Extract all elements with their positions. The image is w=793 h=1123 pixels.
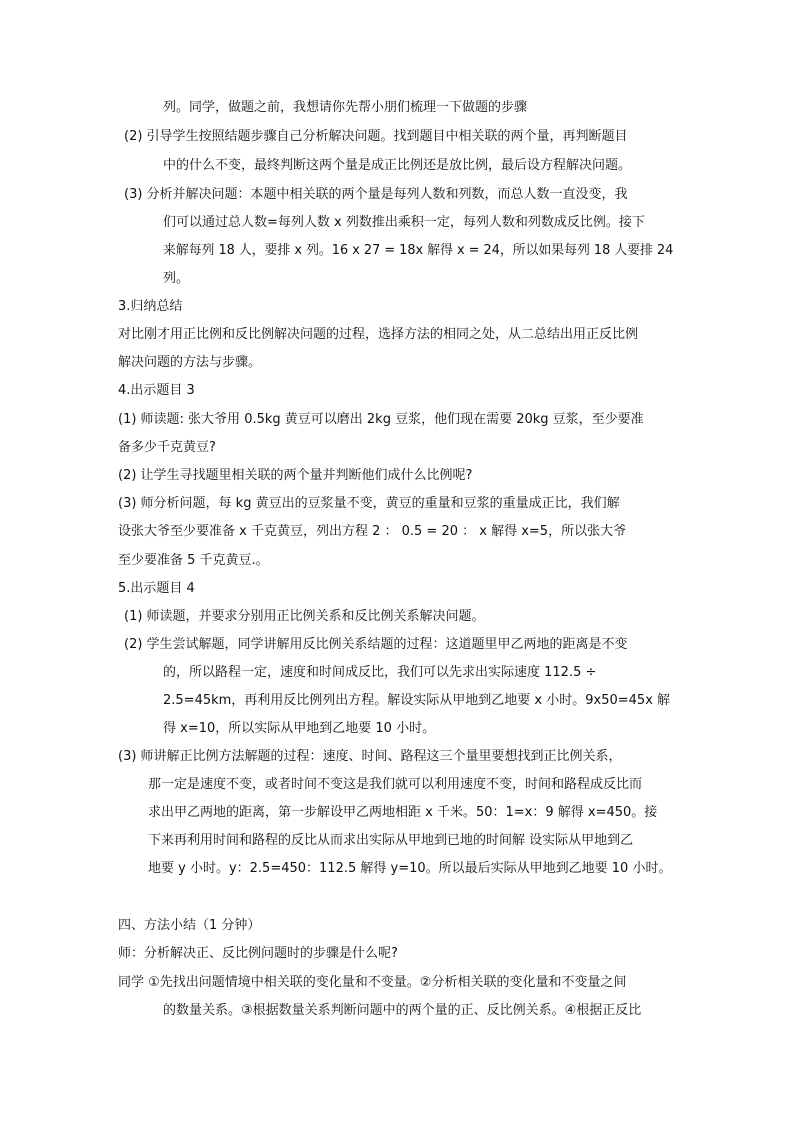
text-line: 来解每列 18 人，要排 x 列。16 x 27 = 18x 解得 x = 24，所以如果每列 18 人要排 24: [163, 243, 674, 258]
text-line: (3) 师分析问题，每 kg 黄豆出的豆浆量不变，黄豆的重量和豆浆的重量成正比，我们解: [118, 496, 620, 511]
text-line: 同学 ①先找出问题情境中相关联的变化量和不变量。②分析相关联的变化量和不变量之间: [118, 975, 627, 990]
text-line: 那一定是速度不变，或者时间不变这是我们就可以利用速度不变，时间和路程成反比而: [148, 777, 643, 792]
text-line: 2.5=45km，再利用反比例列出方程。解设实际从甲地到乙地要 x 小时。9x50=45x 解: [163, 693, 671, 708]
text-line: 求出甲乙两地的距离，第一步解设甲乙两地相距 x 千米。50：1=x：9 解得 x=450。接: [148, 805, 658, 820]
text-line: 得 x=10，所以实际从甲地到乙地要 10 小时。: [163, 721, 436, 736]
section-heading: 4.出示题目 3: [118, 383, 195, 398]
text-line: 们可以通过总人数=每列人数 x 列数推出乘积一定，每列人数和列数成反比例。接下: [163, 215, 645, 230]
text-line: 师：分析解决正、反比例问题时的步骤是什么呢?: [118, 946, 398, 961]
text-line: 对比刚才用正比例和反比例解决问题的过程，选择方法的相同之处，从二总结出用正反比例: [118, 327, 639, 342]
text-line: (1) 师读题: 张大爷用 0.5kg 黄豆可以磨出 2kg 豆浆，他们现在需要 20kg 豆浆，至少要准: [118, 412, 644, 427]
text-line: (1) 师读题，并要求分别用正比例关系和反比例关系解决问题。: [124, 609, 485, 624]
section-heading: 四、方法小结（1 分钟）: [118, 918, 261, 933]
text-line: (3) 师讲解正比例方法解题的过程：速度、时间、路程这三个量里要想找到正比例关系，: [118, 749, 622, 764]
text-line: 中的什么不变，最终判断这两个量是成正比例还是放比例，最后设方程解决问题。: [163, 158, 632, 173]
section-heading: 3.归纳总结: [118, 299, 183, 314]
text-line: 列。: [163, 271, 190, 286]
text-line: 设张大爷至少要准备 x 千克黄豆，列出方程 2 ： 0.5 = 20 ： x 解得 x=5，所以张大爷: [118, 524, 627, 539]
text-line: 的，所以路程一定，速度和时间成反比，我们可以先求出实际速度 112.5 ÷: [163, 665, 597, 680]
text-line: 备多少千克黄豆?: [118, 440, 216, 455]
text-line: 地要 y 小时。y：2.5=450：112.5 解得 y=10。所以最后实际从甲地到乙地要 10 小时。: [148, 861, 672, 876]
text-line: (2) 学生尝试解题，同学讲解用反比例关系结题的过程：这道题里甲乙两地的距离是不变: [124, 637, 628, 652]
text-line: (2) 引导学生按照结题步骤自己分析解决问题。找到题目中相关联的两个量，再判断题目: [124, 129, 628, 144]
text-line: 下来再利用时间和路程的反比从而求出实际从甲地到已地的时间解 设实际从甲地到乙: [148, 833, 634, 848]
text-line: (3) 分析并解决问题：本题中相关联的两个量是每列人数和列数，而总人数一直没变，我: [124, 187, 628, 202]
text-line: 至少要准备 5 千克黄豆.。: [118, 553, 269, 568]
text-line: 的数量关系。③根据数量关系判断问题中的两个量的正、反比例关系。④根据正反比: [163, 1003, 642, 1018]
section-heading: 5.出示题目 4: [118, 581, 195, 596]
text-line: 列。同学，做题之前，我想请你先帮小朋们梳理一下做题的步骤: [163, 100, 528, 115]
text-line: 解决问题的方法与步骤。: [118, 355, 262, 370]
text-line: (2) 让学生寻找题里相关联的两个量并判断他们成什么比例呢?: [118, 468, 473, 483]
